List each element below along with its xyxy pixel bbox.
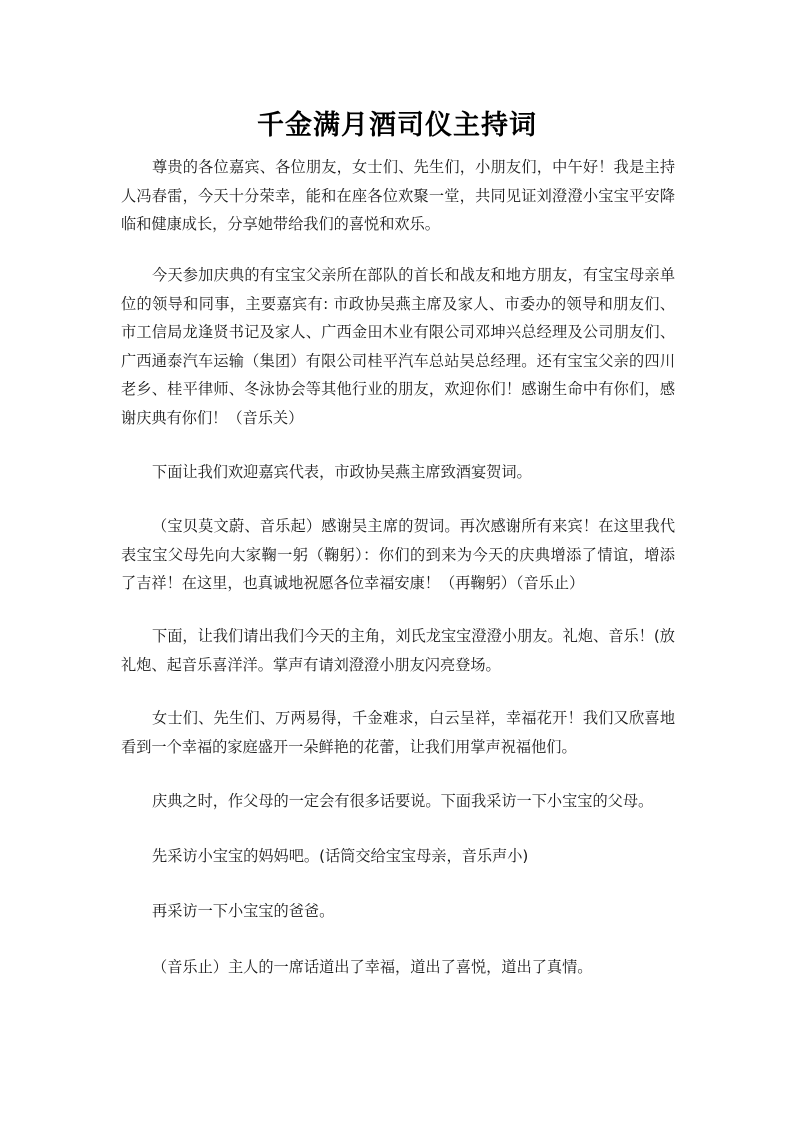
paragraph-blessing: 女士们、先生们、万两易得，千金难求，白云呈祥，幸福花开！我们又欣喜地看到一个幸福的家庭盛开一朵鲜艳的花蕾，让我们用掌声祝福他们。 bbox=[121, 709, 675, 756]
paragraph-greeting: 尊贵的各位嘉宾、各位朋友，女士们、先生们，小朋友们，中午好！我是主持人冯春雷，今天十分荣幸，能和在座各位欢聚一堂，共同见证刘澄澄小宝宝平安降临和健康成长，分享她带给我们的喜悦和欢乐。 bbox=[121, 158, 675, 234]
paragraph-guest-speech: 下面让我们欢迎嘉宾代表，市政协吴燕主席致酒宴贺词。 bbox=[152, 463, 532, 481]
document-title: 千金满月酒司仪主持词 bbox=[257, 110, 537, 141]
paragraph-closing: （音乐止）主人的一席话道出了幸福，道出了喜悦，道出了真情。 bbox=[152, 958, 593, 976]
paragraph-father: 再采访一下小宝宝的爸爸。 bbox=[152, 902, 335, 920]
paragraph-mother: 先采访小宝宝的妈妈吧。(话筒交给宝宝母亲，音乐声小) bbox=[152, 847, 529, 865]
paragraph-protagonist: 下面，让我们请出我们今天的主角，刘氏龙宝宝澄澄小朋友。礼炮、音乐！(放礼炮、起音乐喜洋洋。掌声有请刘澄澄小朋友闪亮登场。 bbox=[121, 627, 675, 674]
paragraph-parents: 庆典之时，作父母的一定会有很多话要说。下面我采访一下小宝宝的父母。 bbox=[152, 792, 654, 810]
paragraph-guests: 今天参加庆典的有宝宝父亲所在部队的首长和战友和地方朋友，有宝宝母亲单位的领导和同事，主要嘉宾有: 市政协吴燕主席及家人、市委办的领导和朋友们、市工信局龙逢贤书记及家人、广西金田木业有限公司邓坤兴总经理及公司朋友们、广西通泰汽车运输（集团）有限公司桂平汽车总站吴总经理。还有宝宝父亲的四川老乡、桂平律师、冬泳协会等其他行业的朋友，欢迎你们！感谢生命中有你们，感谢庆典有你们！（音乐关） bbox=[121, 266, 675, 427]
paragraph-thanks: （宝贝莫文蔚、音乐起）感谢吴主席的贺词。再次感谢所有来宾！在这里我代表宝宝父母先向大家鞠一躬（鞠躬）：你们的到来为今天的庆典增添了情谊，增添了吉祥！在这里，也真诚地祝愿各位幸福安康！（再鞠躬）（音乐止） bbox=[121, 517, 675, 593]
